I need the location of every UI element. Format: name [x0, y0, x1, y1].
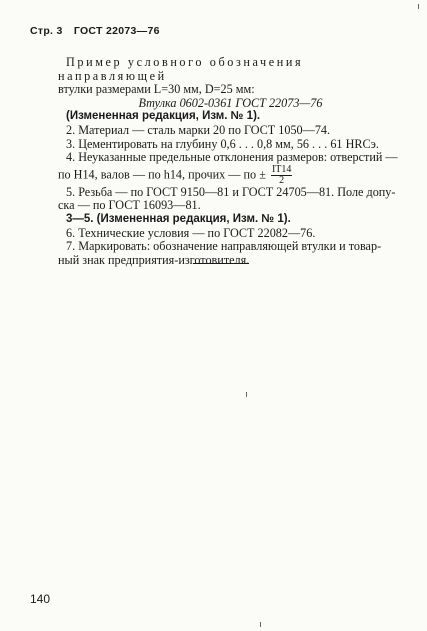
- change-note-1: (Измененная редакция, Изм. № 1).: [66, 110, 261, 123]
- item-3: 3. Цементировать на глубину 0,6 . . . 0,8 мм, 56 . . . 61 HRCэ.: [66, 136, 379, 151]
- item-5-line-1: 5. Резьба — по ГОСТ 9150—81 и ГОСТ 24705—81. Поле допу-: [66, 184, 396, 199]
- scan-speck: [260, 622, 261, 627]
- example-line-1: Пример условного обозначения направляющей: [58, 55, 304, 83]
- item-4-line-1: 4. Неуказанные предельные отклонения размеров: отверстий —: [66, 150, 398, 165]
- designation-example: Втулка 0602-0361 ГОСТ 22073—76: [138, 95, 323, 110]
- scan-speck: [246, 392, 247, 397]
- item-4-text: по H14, валов — по h14, прочих — по ±: [58, 167, 266, 182]
- item-7-line-1: 7. Маркировать: обозначение направляющей втулки и товар-: [66, 239, 382, 254]
- tolerance-fraction: [271, 165, 292, 186]
- change-note-2: 3—5. (Измененная редакция, Изм. № 1).: [66, 212, 291, 225]
- fraction-denominator: 2: [279, 174, 285, 186]
- page-header: [30, 25, 168, 37]
- item-4-line-2: [58, 165, 403, 186]
- scan-speck: [418, 4, 419, 9]
- page-label: Стр. 3: [30, 25, 63, 37]
- document-body: [58, 56, 403, 267]
- item-2: 2. Материал — сталь марки 20 по ГОСТ 1050—74.: [66, 122, 331, 137]
- fraction-numerator: IT14: [271, 163, 292, 175]
- example-line-2: втулки размерами L=30 мм, D=25 мм:: [58, 82, 255, 97]
- end-divider: [193, 263, 249, 264]
- page-number: 140: [30, 592, 51, 606]
- standard-title: ГОСТ 22073—76: [73, 25, 160, 37]
- item-5-line-2: ска — по ГОСТ 16093—81.: [58, 198, 201, 213]
- item-6: 6. Технические условия — по ГОСТ 22082—76.: [66, 225, 316, 240]
- item-7-line-2: ный знак предприятия-изготовителя.: [58, 252, 250, 267]
